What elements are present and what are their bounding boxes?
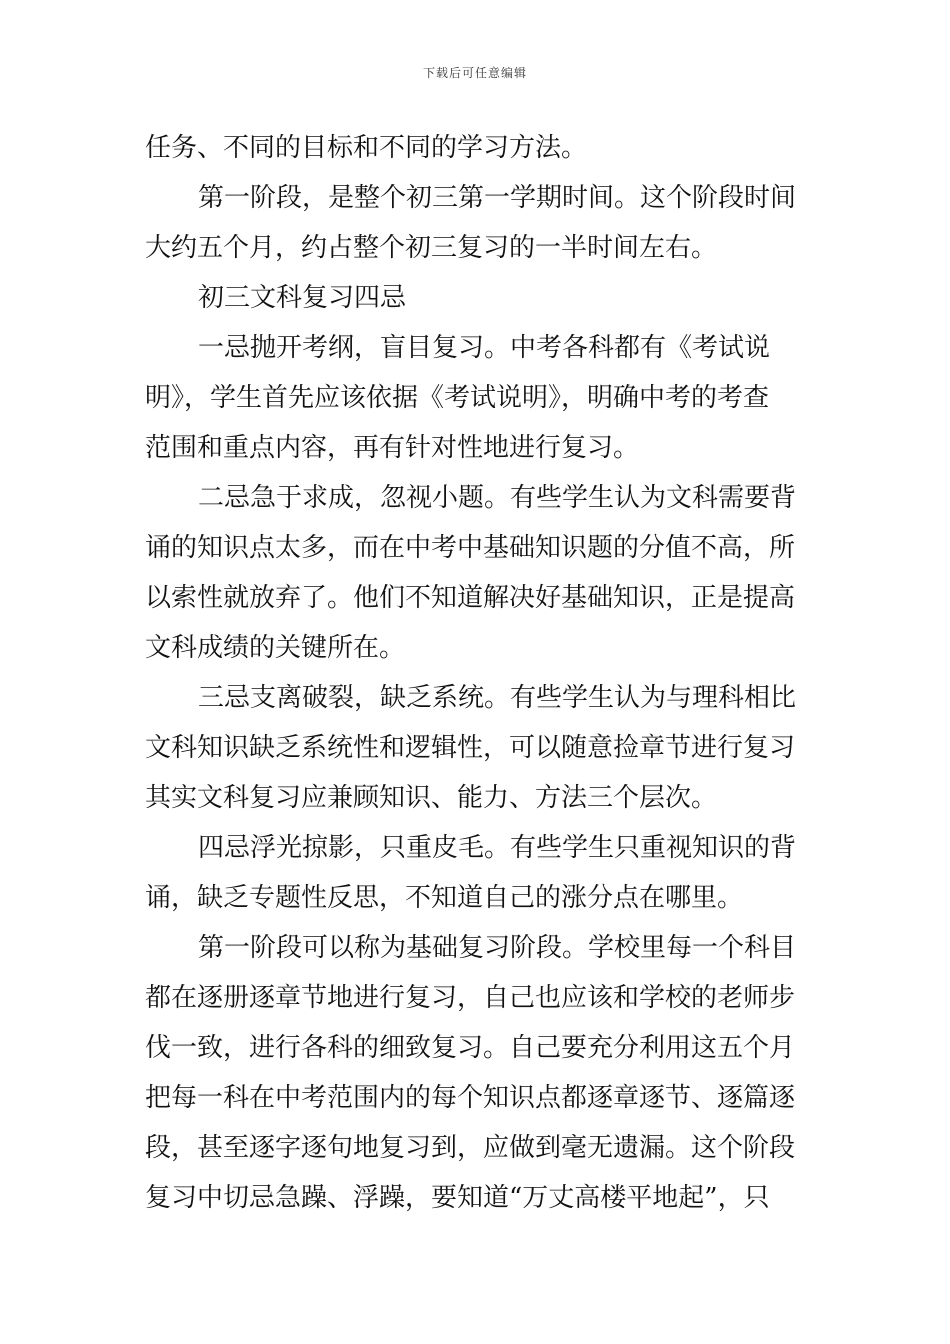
text-line: 文科知识缺乏系统性和逻辑性，可以随意捡章节进行复习 <box>145 733 796 763</box>
text-line: 文科成绩的关键所在。 <box>145 633 406 663</box>
text-line: 第一阶段，是整个初三第一学期时间。这个阶段时间 <box>198 183 797 213</box>
text-line: 诵的知识点太多，而在中考中基础知识题的分值不高，所 <box>145 533 796 563</box>
text-line: 其实文科复习应兼顾知识、能力、方法三个层次。 <box>145 783 718 813</box>
text-line: 大约五个月，约占整个初三复习的一半时间左右。 <box>145 233 718 263</box>
text-line: 把每一科在中考范围内的每个知识点都逐章逐节、逐篇逐 <box>145 1083 796 1113</box>
text-line: 伐一致，进行各科的细致复习。自己要充分利用这五个月 <box>145 1033 796 1063</box>
text-line: 明》，学生首先应该依据《考试说明》，明确中考的考查 <box>145 383 770 413</box>
text-line: 四忌浮光掠影，只重皮毛。有些学生只重视知识的背 <box>198 833 797 863</box>
text-line: 任务、不同的目标和不同的学习方法。 <box>145 133 588 163</box>
text-line: 段，甚至逐字逐句地复习到，应做到毫无遗漏。这个阶段 <box>145 1133 796 1163</box>
text-line: 一忌抛开考纲，盲目复习。中考各科都有《考试说 <box>198 333 771 363</box>
text-line: 三忌支离破裂，缺乏系统。有些学生认为与理科相比 <box>198 683 797 713</box>
page-header: 下载后可任意编辑 <box>422 66 527 80</box>
text-line: 都在逐册逐章节地进行复习，自己也应该和学校的老师步 <box>145 983 796 1013</box>
text-line: 范围和重点内容，再有针对性地进行复习。 <box>145 433 640 463</box>
text-line: 二忌急于求成，忽视小题。有些学生认为文科需要背 <box>198 483 797 513</box>
text-line: 第一阶段可以称为基础复习阶段。学校里每一个科目 <box>198 933 797 963</box>
section-heading: 初三文科复习四忌 <box>198 283 407 313</box>
text-line: 诵，缺乏专题性反思，不知道自己的涨分点在哪里。 <box>145 883 744 913</box>
text-line: 复习中切忌急躁、浮躁，要知道“万丈高楼平地起”，只 <box>145 1183 770 1213</box>
text-line: 以索性就放弃了。他们不知道解决好基础知识，正是提高 <box>145 583 796 613</box>
